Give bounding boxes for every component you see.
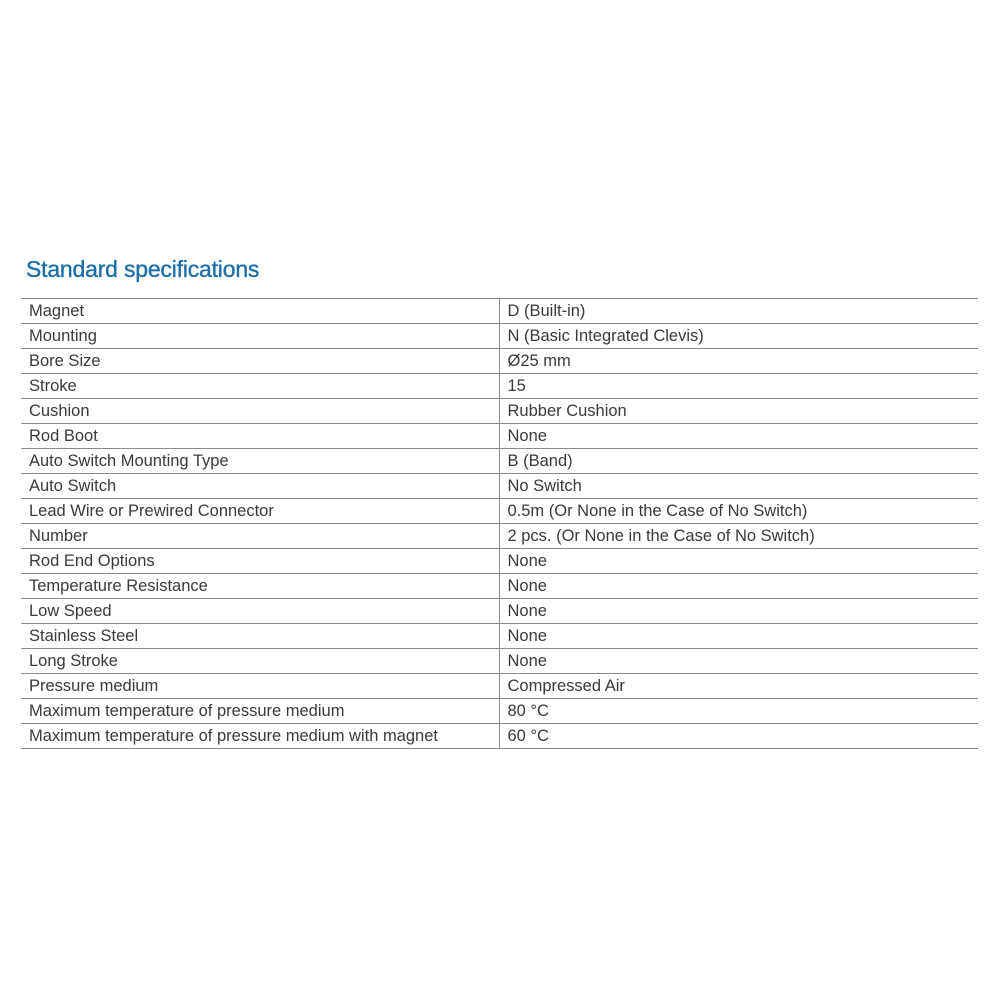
spec-label: Stainless Steel — [21, 624, 499, 649]
spec-value: Compressed Air — [499, 674, 978, 699]
spec-label: Lead Wire or Prewired Connector — [21, 499, 499, 524]
spec-label: Number — [21, 524, 499, 549]
table-row — [21, 549, 978, 574]
spec-label: Maximum temperature of pressure medium with magnet — [21, 724, 499, 749]
spec-table-body — [21, 299, 978, 749]
spec-label: Rod End Options — [21, 549, 499, 574]
table-row — [21, 349, 978, 374]
spec-value: None — [499, 624, 978, 649]
spec-label: Low Speed — [21, 599, 499, 624]
table-row — [21, 449, 978, 474]
spec-value: None — [499, 649, 978, 674]
table-row — [21, 624, 978, 649]
spec-value: B (Band) — [499, 449, 978, 474]
spec-label: Cushion — [21, 399, 499, 424]
spec-label: Magnet — [21, 299, 499, 324]
table-row — [21, 674, 978, 699]
spec-value: 80 °C — [499, 699, 978, 724]
section-title: Standard specifications — [26, 256, 260, 282]
table-row — [21, 374, 978, 399]
spec-value: None — [499, 574, 978, 599]
spec-label: Rod Boot — [21, 424, 499, 449]
spec-label: Long Stroke — [21, 649, 499, 674]
spec-value: None — [499, 599, 978, 624]
spec-label: Auto Switch — [21, 474, 499, 499]
table-row — [21, 474, 978, 499]
spec-label: Maximum temperature of pressure medium — [21, 699, 499, 724]
table-row — [21, 724, 978, 749]
spec-value: 15 — [499, 374, 978, 399]
spec-label: Temperature Resistance — [21, 574, 499, 599]
spec-label: Stroke — [21, 374, 499, 399]
table-row — [21, 324, 978, 349]
table-row — [21, 699, 978, 724]
spec-value: 60 °C — [499, 724, 978, 749]
spec-value: None — [499, 424, 978, 449]
spec-label: Mounting — [21, 324, 499, 349]
spec-value: Rubber Cushion — [499, 399, 978, 424]
spec-value: 0.5m (Or None in the Case of No Switch) — [499, 499, 978, 524]
spec-value: None — [499, 549, 978, 574]
table-row — [21, 299, 978, 324]
spec-label: Bore Size — [21, 349, 499, 374]
spec-value: D (Built-in) — [499, 299, 978, 324]
table-row — [21, 599, 978, 624]
spec-value: 2 pcs. (Or None in the Case of No Switch) — [499, 524, 978, 549]
table-row — [21, 424, 978, 449]
table-row — [21, 499, 978, 524]
table-row — [21, 574, 978, 599]
spec-value: Ø25 mm — [499, 349, 978, 374]
table-row — [21, 399, 978, 424]
spec-label: Auto Switch Mounting Type — [21, 449, 499, 474]
spec-value: No Switch — [499, 474, 978, 499]
spec-label: Pressure medium — [21, 674, 499, 699]
table-row — [21, 524, 978, 549]
spec-value: N (Basic Integrated Clevis) — [499, 324, 978, 349]
spec-table — [21, 298, 978, 749]
table-row — [21, 649, 978, 674]
